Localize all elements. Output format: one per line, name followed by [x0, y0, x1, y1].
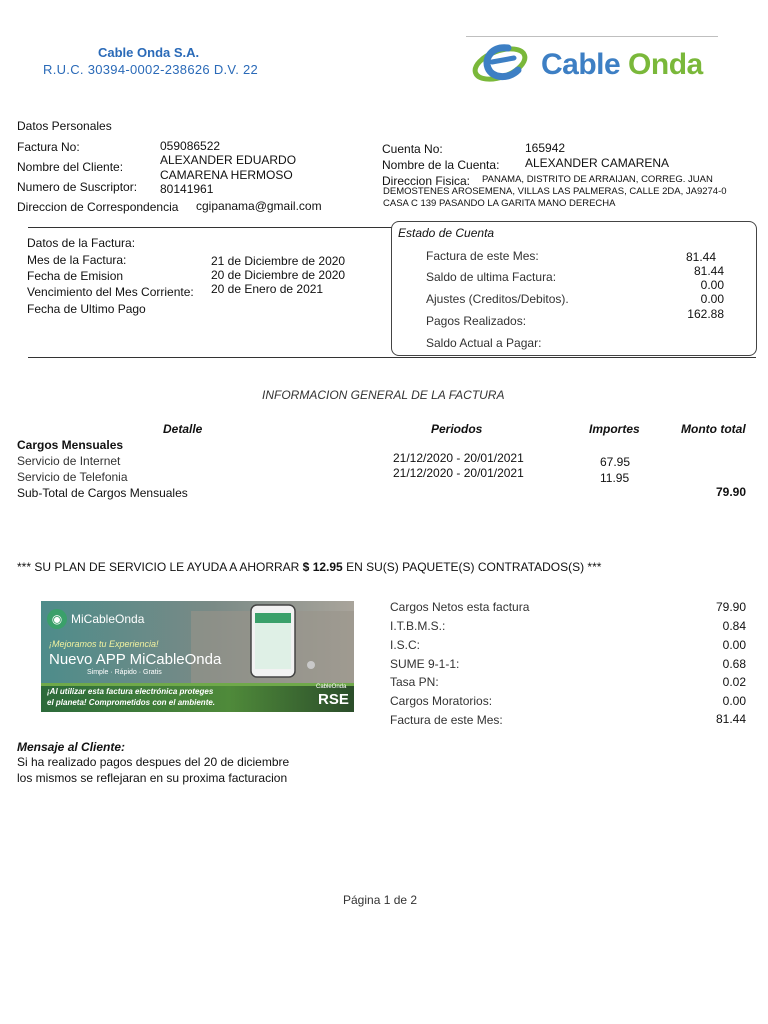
factura-top-divider: [28, 227, 392, 228]
cargo-value: 0.00: [722, 638, 746, 652]
logo-divider: [466, 36, 718, 37]
direccion-line-2: DEMOSTENES AROSEMENA, VILLAS LAS PALMERAS, CALLE 2DA, JA9274-0: [383, 186, 727, 197]
micableonda-logo-icon: ◉: [47, 609, 67, 629]
company-name: Cable Onda S.A.: [98, 45, 200, 60]
cargo-label: Factura de este Mes:: [390, 713, 503, 727]
cargo-label: Tasa PN:: [390, 675, 439, 689]
cargo-value: 0.02: [722, 675, 746, 689]
subtotal-label: Sub-Total de Cargos Mensuales: [17, 486, 188, 500]
ahorro-message: [17, 560, 601, 574]
item-period: 21/12/2020 - 20/01/2021: [393, 451, 524, 465]
mes-factura-value: 21 de Diciembre de 2020: [211, 254, 346, 268]
col-detalle: Detalle: [163, 422, 203, 436]
mes-factura-label: Mes de la Factura:: [27, 253, 127, 267]
cargo-label: I.T.B.M.S.:: [390, 619, 446, 633]
suscriptor-value: 80141961: [160, 182, 214, 196]
factura-no-value: 059086522: [160, 139, 221, 153]
estado-row-value: 0.00: [700, 292, 724, 306]
banner-brand-small: CableOnda: [316, 684, 347, 690]
estado-row-label: Ajustes (Creditos/Debitos).: [426, 292, 569, 306]
item-amount: 67.95: [600, 455, 631, 469]
item-name: Servicio de Internet: [17, 454, 121, 468]
page-number: Página 1 de 2: [343, 893, 418, 907]
estado-row-label: Saldo Actual a Pagar:: [426, 336, 542, 350]
cargo-value: 81.44: [715, 712, 746, 726]
ahorro-prefix: *** SU PLAN DE SERVICIO LE AYUDA A AHORRAR: [17, 560, 300, 574]
estado-row-label: Saldo de ultima Factura:: [426, 270, 557, 284]
factura-section-title: Datos de la Factura:: [27, 236, 136, 250]
company-ruc: R.U.C. 30394-0002-238626 D.V. 22: [43, 62, 259, 77]
correspondencia-value: cgipanama@gmail.com: [196, 199, 322, 213]
col-monto: Monto total: [681, 422, 746, 436]
direccion-line-1: PANAMA, DISTRITO DE ARRAIJAN, CORREG. JUAN: [482, 174, 713, 185]
mensaje-line-1: Si ha realizado pagos despues del 20 de diciembre: [17, 755, 290, 769]
cuenta-no-value: 165942: [525, 141, 566, 155]
estado-cuenta-title: Estado de Cuenta: [398, 226, 495, 240]
logo-word-onda: Onda: [628, 48, 703, 81]
cargo-label: I.S.C:: [390, 638, 421, 652]
cargos-mensuales-title: Cargos Mensuales: [17, 438, 124, 452]
estado-row-value: 0.00: [700, 278, 724, 292]
cliente-label: Nombre del Cliente:: [17, 160, 124, 174]
factura-no-label: Factura No:: [17, 140, 80, 154]
cargo-value: 0.84: [722, 619, 746, 633]
cargo-label: Cargos Netos esta factura: [390, 600, 530, 614]
banner-eco-line-2: el planeta! Comprometidos con el ambiente.: [47, 698, 216, 707]
mensaje-title: Mensaje al Cliente:: [17, 740, 126, 754]
cargo-value: 0.00: [722, 694, 746, 708]
subtotal-value: 79.90: [715, 485, 746, 499]
section-divider: [28, 357, 756, 358]
cable-onda-logo-icon: [470, 40, 536, 86]
logo-wordmark: [541, 48, 703, 82]
nombre-cuenta-label: Nombre de la Cuenta:: [382, 158, 500, 172]
cliente-value-1: ALEXANDER EDUARDO: [160, 153, 297, 167]
direccion-line-3: CASA C 139 PASANDO LA GARITA MANO DERECHA: [383, 198, 616, 209]
cargo-value: 0.68: [722, 657, 746, 671]
col-importes: Importes: [589, 422, 640, 436]
estado-row-value: 81.44: [686, 250, 717, 264]
logo-word-cable: Cable: [541, 48, 621, 81]
banner-eco-line-1: ¡Al utilizar esta factura electrónica proteges: [47, 687, 214, 696]
ahorro-currency: $: [302, 560, 310, 574]
estado-row-value: 162.88: [687, 307, 724, 321]
item-name: Servicio de Telefonia: [17, 470, 128, 484]
vencimiento-label: Vencimiento del Mes Corriente:: [27, 285, 194, 299]
direccion-fisica-label: Direccion Fisica:: [382, 174, 471, 188]
ahorro-suffix: EN SU(S) PAQUETE(S) CONTRATADOS(S) ***: [346, 560, 602, 574]
cargo-label: SUME 9-1-1:: [390, 657, 460, 671]
general-title: INFORMACION GENERAL DE LA FACTURA: [262, 388, 505, 402]
cargo-label: Cargos Moratorios:: [390, 694, 493, 708]
ahorro-amount: 12.95: [312, 560, 343, 574]
cliente-value-2: CAMARENA HERMOSO: [160, 168, 293, 182]
estado-row-value: 81.44: [693, 264, 724, 278]
estado-row-label: Factura de este Mes:: [426, 249, 539, 263]
vencimiento-value: 20 de Enero de 2021: [211, 282, 324, 296]
ultimo-pago-label: Fecha de Ultimo Pago: [27, 302, 146, 316]
col-periodos: Periodos: [431, 422, 483, 436]
item-amount: 11.95: [600, 471, 630, 485]
banner-features: Simple · Rápido · Gratis: [87, 669, 162, 676]
cuenta-no-label: Cuenta No:: [382, 142, 443, 156]
banner-tagline: ¡Mejoramos tu Experiencia!: [49, 639, 159, 649]
nombre-cuenta-value: ALEXANDER CAMARENA: [525, 156, 670, 170]
app-promo-banner[interactable]: [41, 601, 354, 712]
correspondencia-label: Direccion de Correspondencia: [17, 200, 179, 214]
cargo-value: 79.90: [715, 600, 746, 614]
banner-app-name: MiCableOnda: [71, 612, 145, 626]
fecha-emision-value: 20 de Diciembre de 2020: [211, 268, 346, 282]
item-period: 21/12/2020 - 20/01/2021: [393, 466, 524, 480]
banner-headline: Nuevo APP MiCableOnda: [49, 651, 222, 668]
suscriptor-label: Numero de Suscriptor:: [17, 180, 138, 194]
fecha-emision-label: Fecha de Emision: [27, 269, 124, 283]
mensaje-line-2: los mismos se reflejaran en su proxima facturacion: [17, 771, 288, 785]
banner-rse: RSE: [318, 691, 349, 708]
estado-row-label: Pagos Realizados:: [426, 314, 527, 328]
personal-section-title: Datos Personales: [17, 119, 112, 133]
